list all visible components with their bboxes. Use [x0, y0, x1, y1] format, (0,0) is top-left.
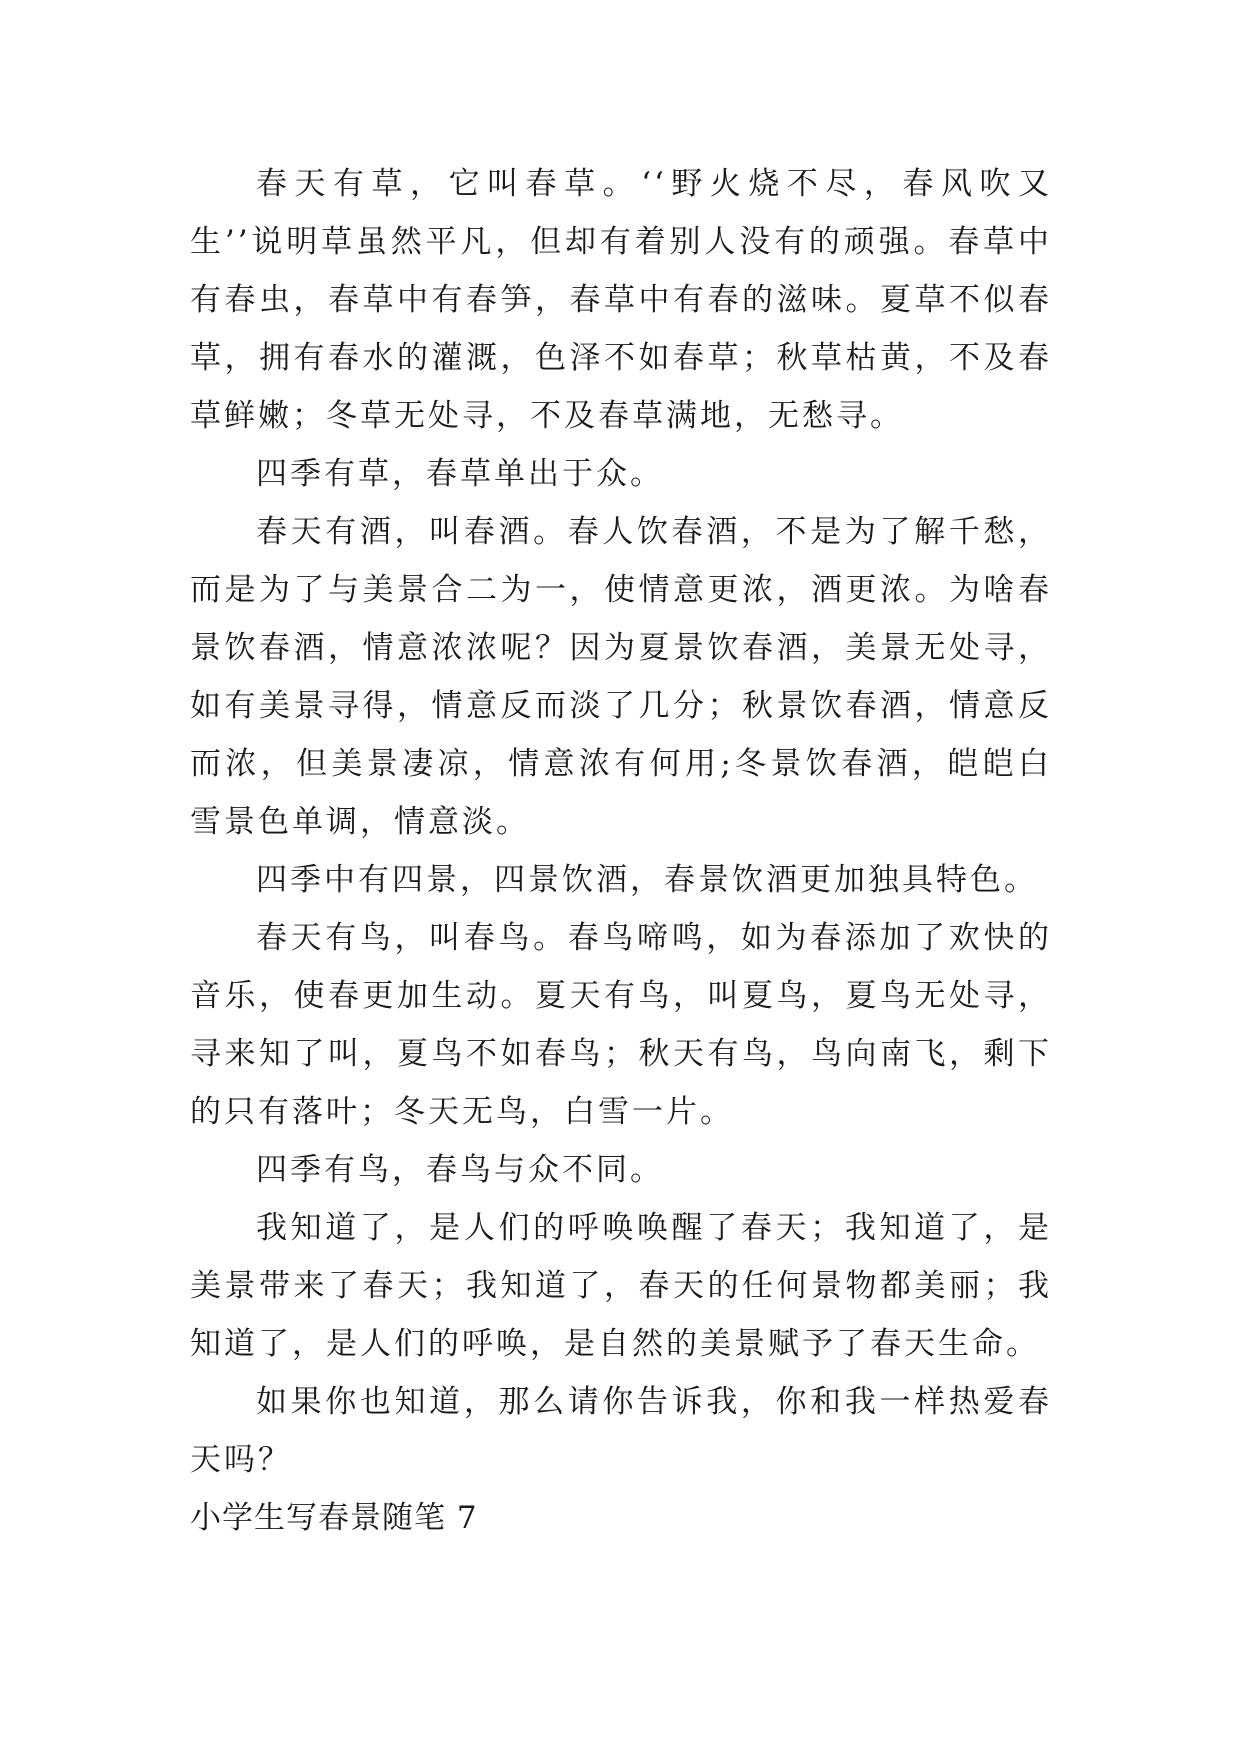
- paragraph-birds-summary: 四季有鸟，春鸟与众不同。: [256, 1152, 664, 1188]
- document-page: [190, 155, 1052, 1547]
- paragraph-grass-summary: 四季有草，春草单出于众。: [256, 456, 664, 492]
- paragraph-spring-grass: 春天有草，它叫春草。‘‘野火烧不尽，春风吹又生’’说明草虽然平凡，但却有着别人没有的顽强。春草中有春虫，春草中有春笋，春草中有春的滋味。夏草不似春草，拥有春水的灌溉，色泽不如春草；秋草枯黄，不及春草鲜嫩；冬草无处寻，不及春草满地，无愁寻。: [190, 166, 1052, 434]
- paragraph-spring-birds: 春天有鸟，叫春鸟。春鸟啼鸣，如为春添加了欢快的音乐，使春更加生动。夏天有鸟，叫夏鸟，夏鸟无处寻，寻来知了叫，夏鸟不如春鸟；秋天有鸟，鸟向南飞，剩下的只有落叶；冬天无鸟，白雪一片。: [190, 920, 1052, 1130]
- paragraph-closing-question: 如果你也知道，那么请你告诉我，你和我一样热爱春天吗？: [190, 1384, 1052, 1478]
- paragraph-i-know: 我知道了，是人们的呼唤唤醒了春天；我知道了，是美景带来了春天；我知道了，春天的任何景物都美丽；我知道了，是人们的呼唤，是自然的美景赋予了春天生命。: [190, 1210, 1052, 1362]
- paragraph-wine-summary: 四季中有四景，四景饮酒，春景饮酒更加独具特色。: [256, 862, 1038, 898]
- next-essay-title: 小学生写春景随笔 7: [190, 1500, 478, 1536]
- paragraph-spring-wine: 春天有酒，叫春酒。春人饮春酒，不是为了解千愁，而是为了与美景合二为一，使情意更浓，酒更浓。为啥春景饮春酒，情意浓浓呢？因为夏景饮春酒，美景无处寻，如有美景寻得，情意反而淡了几分；秋景饮春酒，情意反而浓，但美景凄凉，情意浓有何用;冬景饮春酒，皑皑白雪景色单调，情意淡。: [190, 514, 1052, 840]
